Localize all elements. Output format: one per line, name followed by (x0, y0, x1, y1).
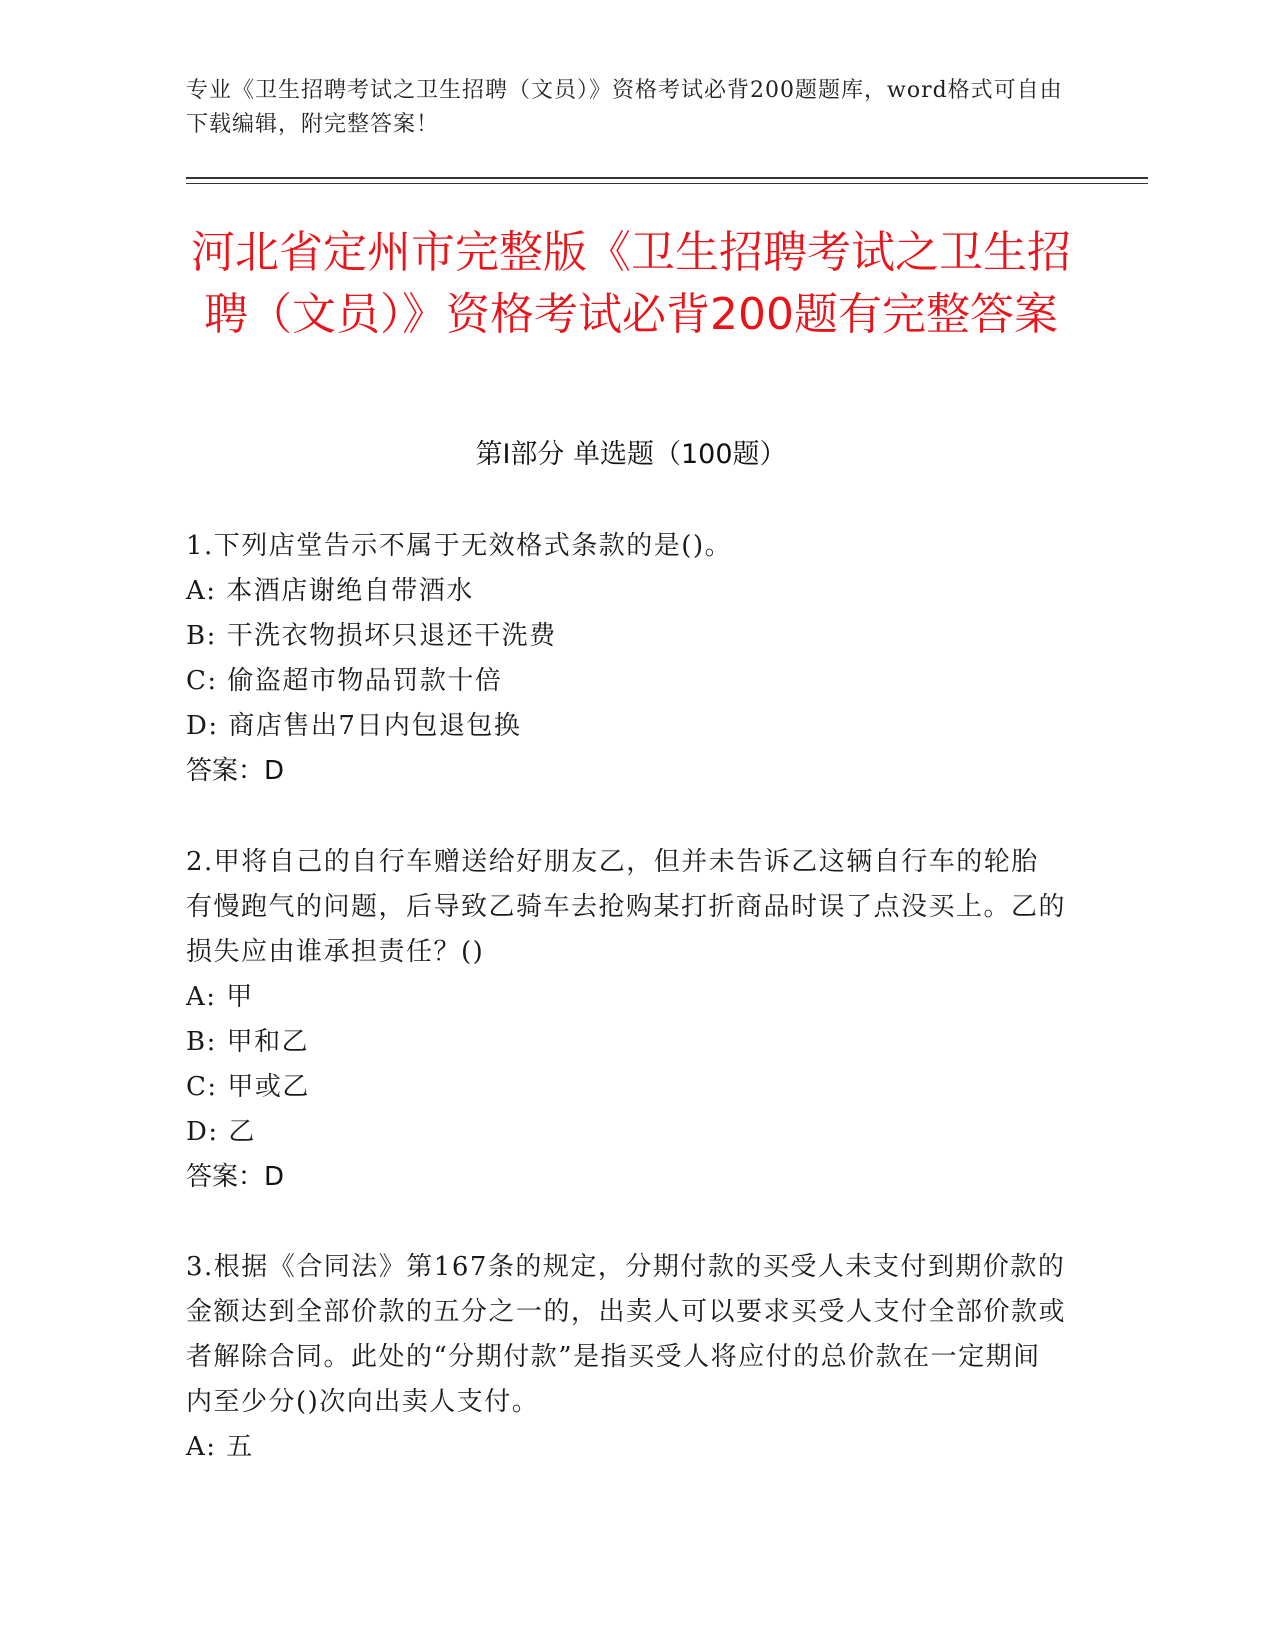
section-title: 第Ⅰ部分 单选题（100题） (475, 439, 787, 470)
option-b: B: 甲和乙 (186, 1027, 310, 1057)
option-d: D: 商店售出7日内包退包换 (186, 711, 522, 741)
header-rule-thick (186, 177, 1148, 179)
question-stem: 3.根据《合同法》第167条的规定，分期付款的买受人未支付到期价款的金额达到全部价款的五分之一的，出卖人可以要求买受人支付全部价款或者解除合同。此处的“分期付款”是指买受人将应付的总价款在一定期间内至少分()次向出卖人支付。 (186, 1252, 1067, 1417)
option-a: A: 五 (186, 1432, 254, 1462)
question-stem: 1.下列店堂告示不属于无效格式条款的是()。 (186, 531, 733, 561)
option-c: C: 甲或乙 (186, 1072, 310, 1102)
question-stem: 2.甲将自己的自行车赠送给好朋友乙，但并未告诉乙这辆自行车的轮胎有慢跑气的问题，后导致乙骑车去抢购某打折商品时误了点没买上。乙的损失应由谁承担责任？() (186, 847, 1067, 967)
question-1 (186, 524, 1066, 794)
option-b: B: 干洗衣物损坏只退还干洗费 (186, 621, 557, 651)
option-a: A: 本酒店谢绝自带酒水 (186, 576, 474, 606)
answer: 答案：D (186, 756, 285, 786)
option-d: D: 乙 (186, 1117, 256, 1147)
header-rule-thin (186, 183, 1148, 184)
header-note: 专业《卫生招聘考试之卫生招聘（文员）》资格考试必背200题题库，word格式可自由下载编辑，附完整答案！ (186, 78, 1063, 137)
document-title: 河北省定州市完整版《卫生招聘考试之卫生招聘（文员）》资格考试必背200题有完整答案 (191, 227, 1071, 340)
answer: 答案：D (186, 1162, 285, 1192)
option-c: C: 偷盗超市物品罚款十倍 (186, 666, 503, 696)
question-2 (186, 840, 1066, 1200)
option-a: A: 甲 (186, 982, 254, 1012)
question-3 (186, 1245, 1066, 1470)
